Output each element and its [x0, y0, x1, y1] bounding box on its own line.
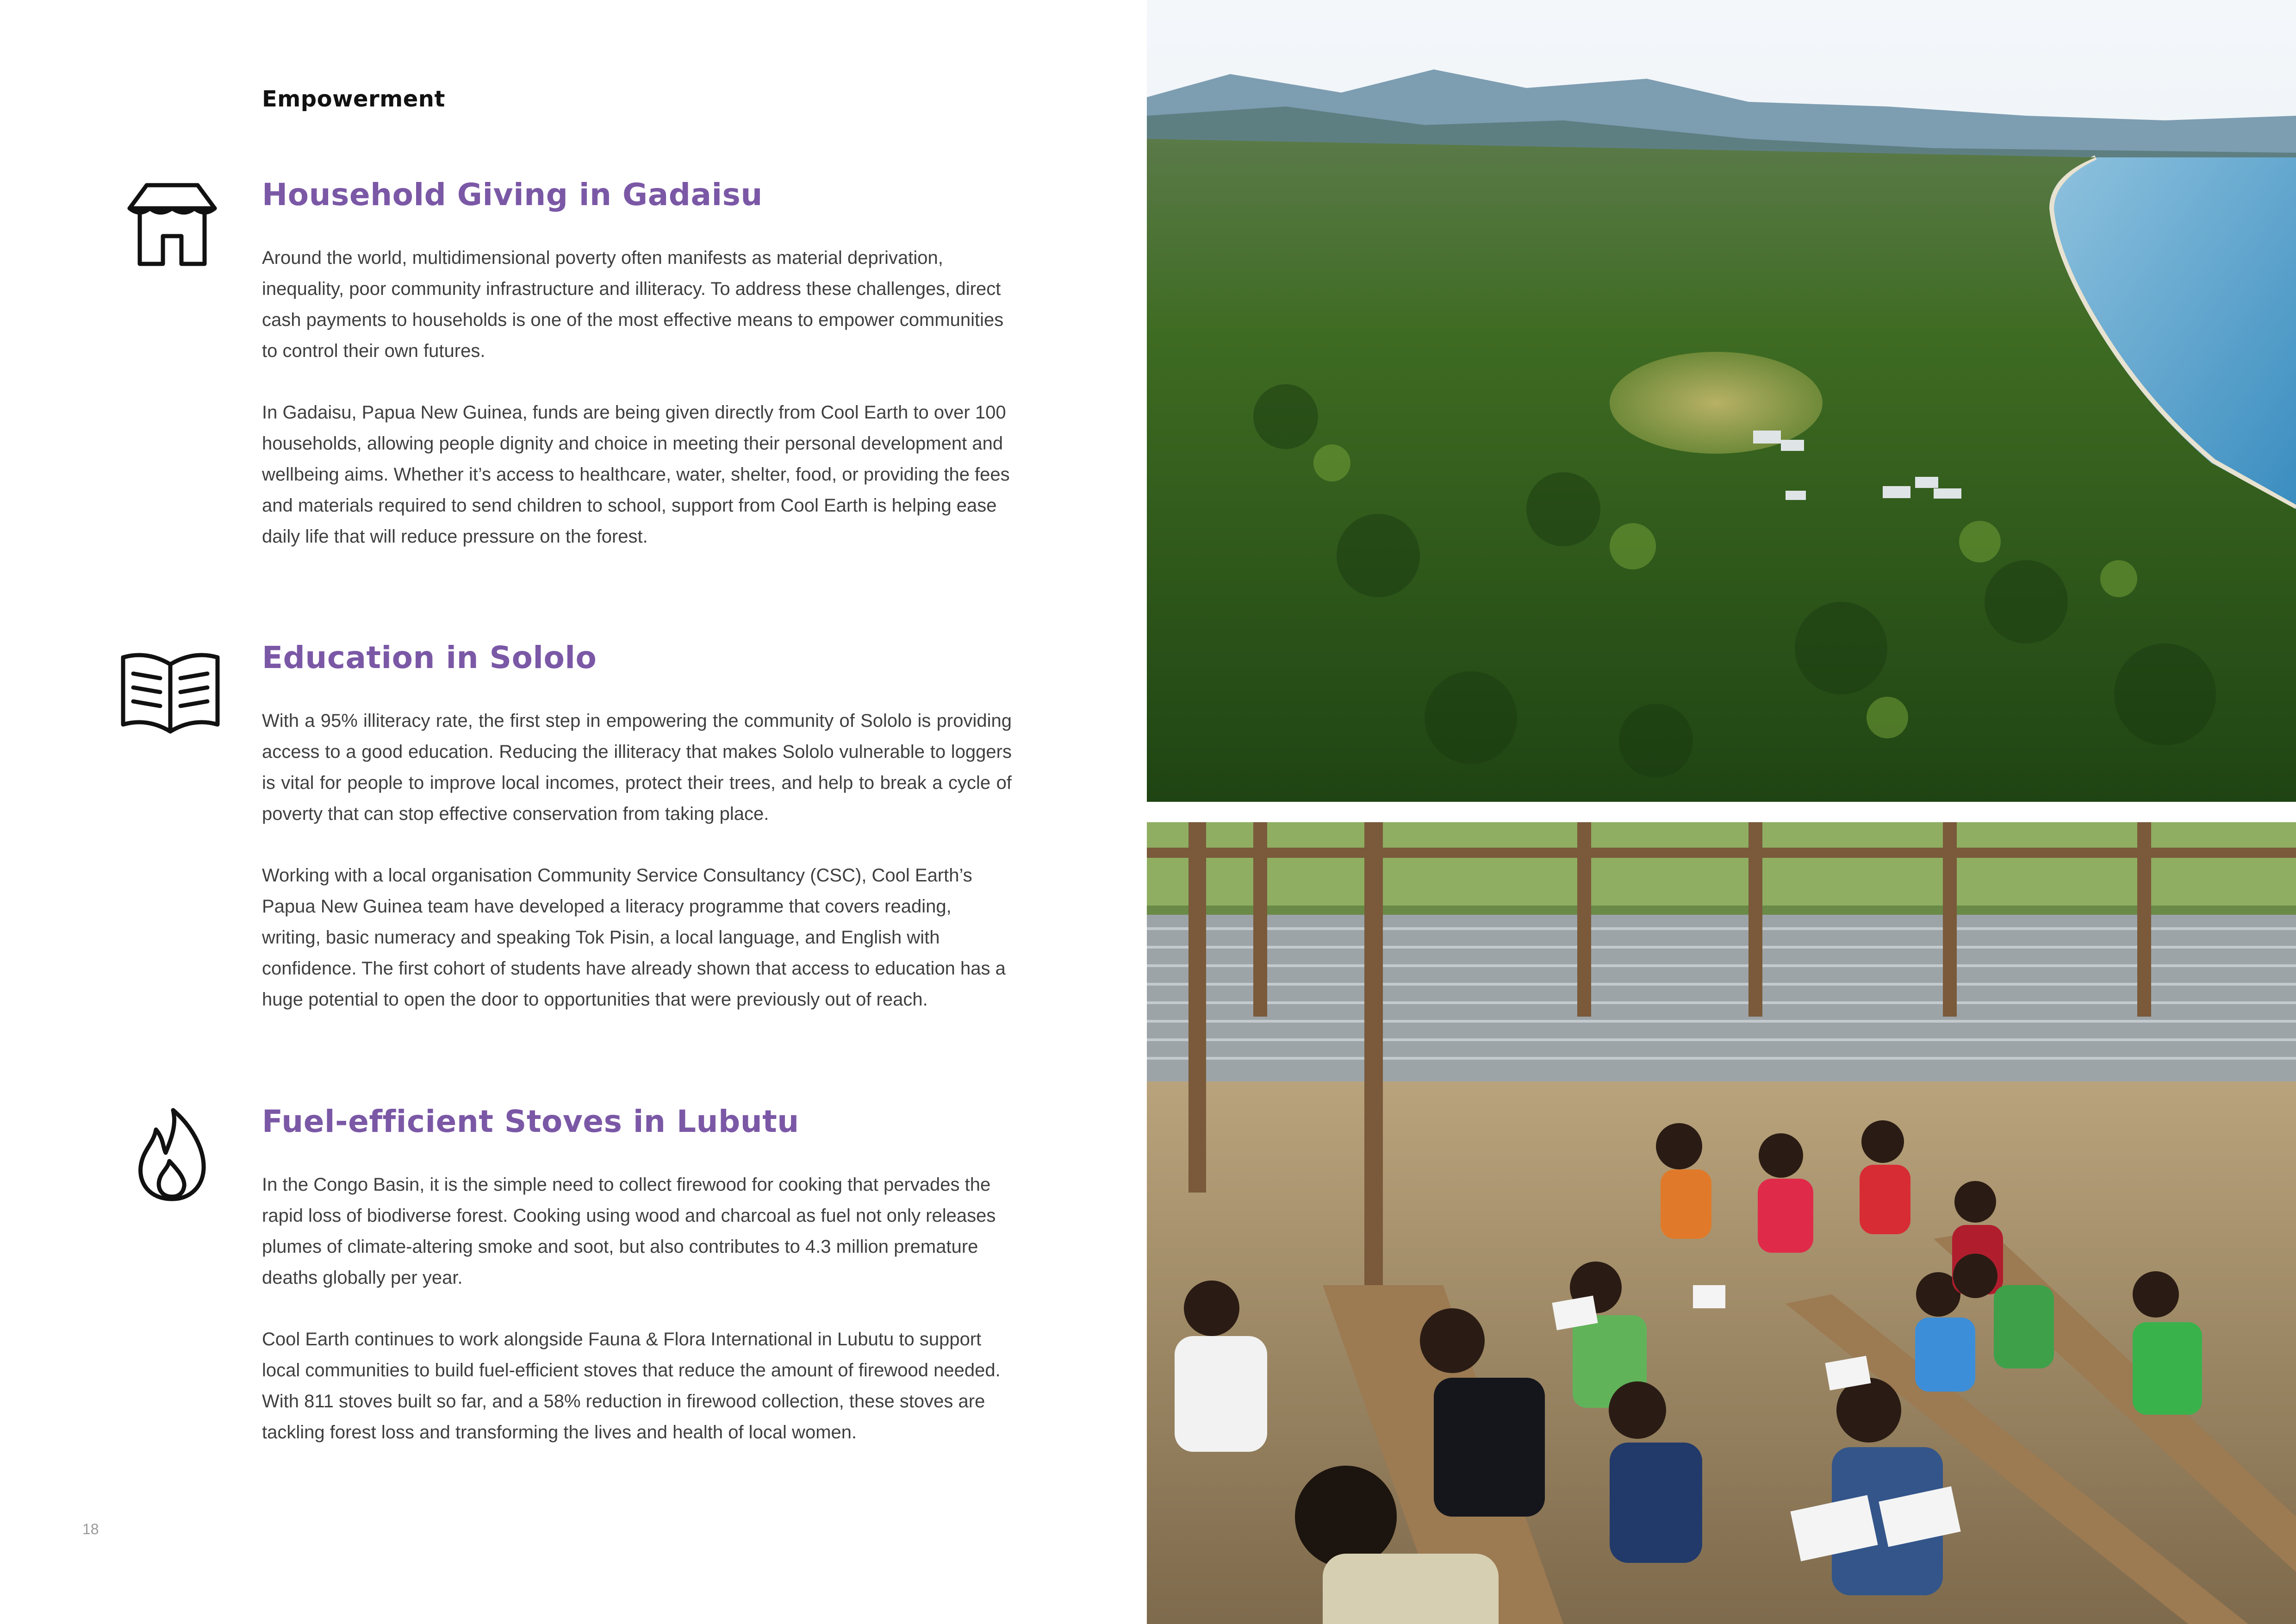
- paragraph: Cool Earth continues to work alongside Fauna & Flora International in Lubutu to support local communities to build fuel-efficient stoves that reduce the amount of firewood needed. With 811 stoves built so far, and a 58% reduction in firewood collection, these stoves are tackling forest loss and transforming the lives and health of local women.: [262, 1329, 1001, 1443]
- paragraph: In Gadaisu, Papua New Guinea, funds are being given directly from Cool Earth to over 100 households, allowing people dignity and choice in meeting their personal development and wellbeing aims. Whether it’s access to healthcare, water, shelter, food, or providing the fees and materials required to send children to school, support from Cool Earth is helping ease daily life that will reduce pressure on the forest.: [262, 402, 1010, 547]
- section-stoves: [262, 1106, 1012, 1479]
- section-title: Household Giving in Gadaisu: [262, 177, 763, 212]
- right-page: [1147, 0, 2296, 1624]
- flame-icon: [135, 1106, 209, 1204]
- left-page: [0, 0, 1147, 1624]
- section-title: Fuel-efficient Stoves in Lubutu: [262, 1104, 799, 1139]
- aerial-forest-coast-photo: [1147, 0, 2296, 802]
- book-icon: [119, 643, 221, 736]
- paragraph: Around the world, multidimensional poverty often manifests as material deprivation, inequality, poor community infrastructure and illiteracy. To address these challenges, direct cash payments to households is one of the most effective means to empower communities to control their own futures.: [262, 248, 1004, 361]
- outdoor-classroom-photo: [1147, 822, 2296, 1624]
- house-icon: [121, 181, 223, 273]
- paragraph: With a 95% illiteracy rate, the first step in empowering the community of Sololo is providing access to a good education. Reducing the illiteracy that makes Sololo vulnerable to loggers is vital for people to improve local incomes, protect their trees, and help to break a cycle of poverty that can stop effective conservation from taking place.: [262, 711, 1012, 824]
- section-household-giving: [262, 177, 1012, 583]
- page-number: 18: [82, 1521, 99, 1537]
- section-title: Education in Sololo: [262, 640, 597, 675]
- paragraph: Working with a local organisation Community Service Consultancy (CSC), Cool Earth’s Papua New Guinea team have developed a literacy programme that covers reading, writing, basic numeracy and speaking Tok Pisin, a local language, and English with confidence. The first cohort of students have already shown that access to education has a huge potential to open the door to opportunities that were previously out of reach.: [262, 865, 1006, 1010]
- section-education: [262, 640, 1012, 1046]
- paragraph: In the Congo Basin, it is the simple need to collect firewood for cooking that pervades the rapid loss of biodiverse forest. Cooking using wood and charcoal as fuel not only releases plumes of climate-altering smoke and soot, but also contributes to 4.3 million premature deaths globally per year.: [262, 1174, 996, 1288]
- section-label: Empowerment: [262, 86, 445, 112]
